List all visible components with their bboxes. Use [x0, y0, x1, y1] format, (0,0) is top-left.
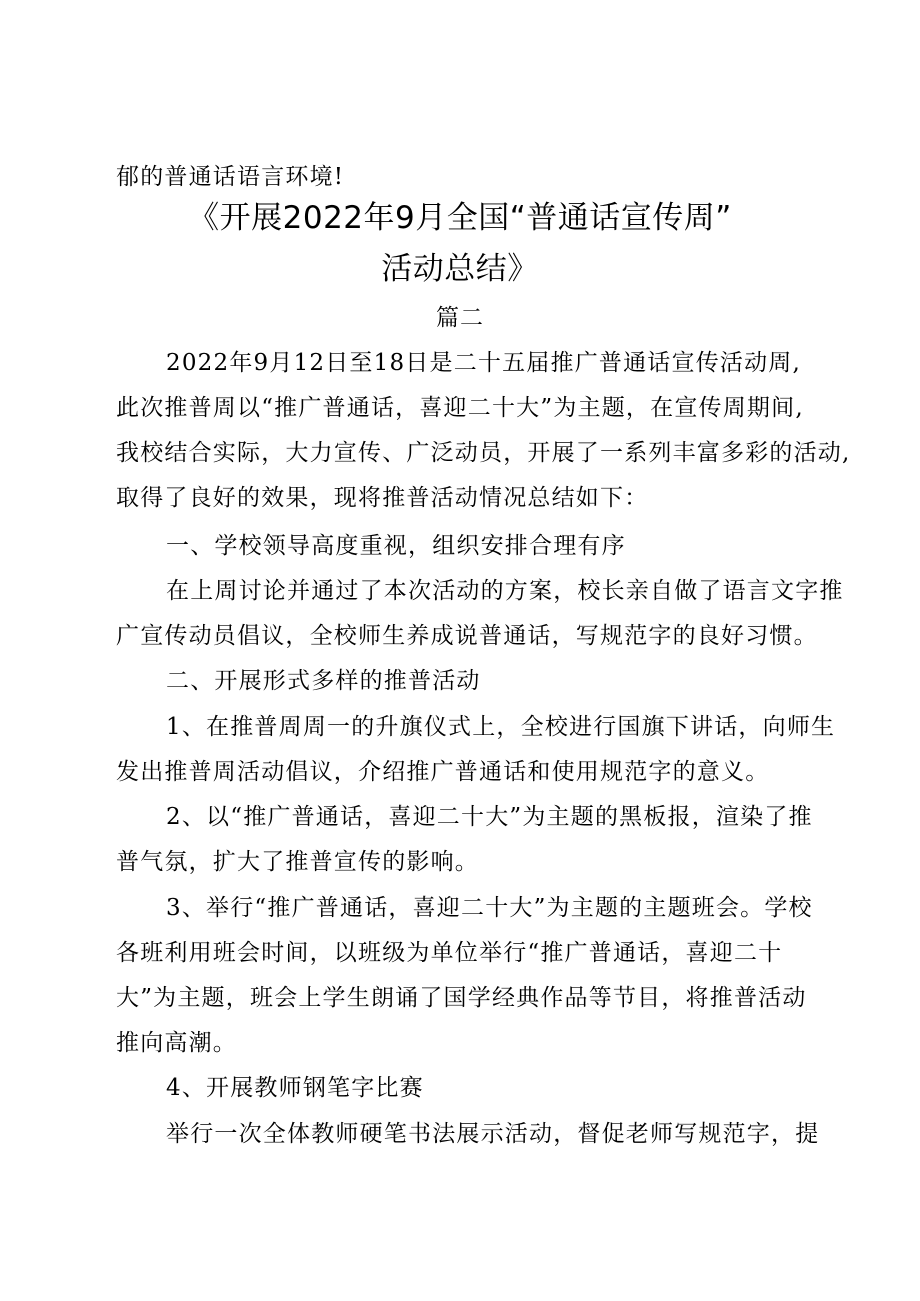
document-title-line-2: 活动总结》 [381, 251, 539, 287]
paragraph-line: 在上周讨论并通过了本次活动的方案，校长亲自做了语言文字推 [166, 578, 844, 604]
paragraph-line: 3、举行“推广普通话，喜迎二十大”为主题的主题班会。学校 [166, 895, 813, 921]
paragraph-line: 此次推普周以“推广普通话，喜迎二十大”为主题，在宣传周期间, [116, 395, 804, 421]
paragraph-line: 1、在推普周周一的升旗仪式上，全校进行国旗下讲话，向师生 [166, 714, 836, 740]
sub-item-heading: 4、开展教师钢笔字比赛 [166, 1075, 424, 1101]
paragraph-line: 广宣传动员倡议，全校师生养成说普通话，写规范字的良好习惯。 [116, 623, 818, 649]
section-heading-2: 二、开展形式多样的推普活动 [166, 668, 481, 694]
section-heading-1: 一、学校领导高度重视，组织安排合理有序 [166, 533, 626, 559]
paragraph-line: 2、以“推广普通话，喜迎二十大”为主题的黑板报，渲染了推 [166, 804, 813, 830]
paragraph-line: 各班利用班会时间，以班级为单位举行“推广普通话，喜迎二十 [116, 940, 783, 966]
carryover-line: 郁的普通话语言环境! [116, 164, 345, 190]
paragraph-line: 2022年9月12日至18日是二十五届推广普通话宣传活动周, [166, 350, 802, 376]
document-title-line-1: 《开展2022年9月全国“普通话宣传周” [188, 200, 732, 236]
section-label: 篇二 [436, 305, 484, 331]
paragraph-line: 大”为主题，班会上学生朗诵了国学经典作品等节目，将推普活动 [116, 985, 807, 1011]
paragraph-line: 我校结合实际，大力宣传、广泛动员，开展了一系列丰富多彩的活动, [116, 440, 851, 466]
paragraph-line: 举行一次全体教师硬笔书法展示活动，督促老师写规范字，提 [166, 1121, 820, 1147]
paragraph-line: 取得了良好的效果，现将推普活动情况总结如下： [116, 485, 649, 511]
paragraph-line: 推向高潮。 [116, 1030, 237, 1056]
paragraph-line: 普气氛，扩大了推普宣传的影响。 [116, 849, 479, 875]
paragraph-line: 发出推普周活动倡议，介绍推广普通话和使用规范字的意义。 [116, 759, 770, 785]
